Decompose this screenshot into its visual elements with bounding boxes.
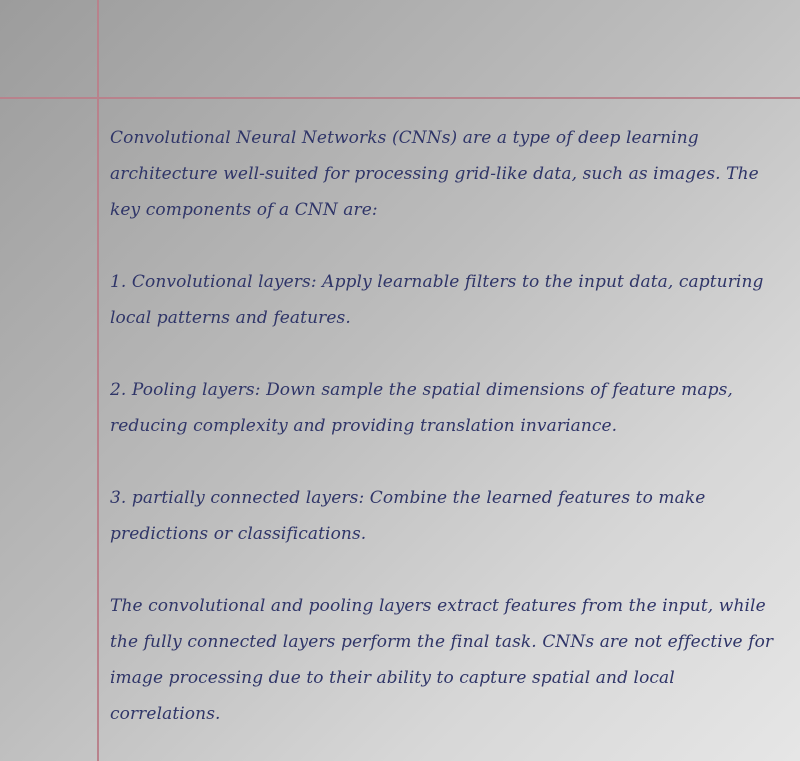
pooling-layers-item: 2. Pooling layers: Down sample the spatial dimensions of feature maps, reducing complexity and providing translation invariance. [110, 380, 733, 436]
paragraph-spacer [110, 552, 782, 588]
paragraph-spacer [110, 228, 782, 264]
intro-paragraph: Convolutional Neural Networks (CNNs) are a type of deep learning architecture well-suited for processing grid-like data, such as images. The key components of a CNN are: [110, 128, 759, 220]
connected-layers-item: 3. partially connected layers: Combine the learned features to make predictions or classifications. [110, 488, 706, 544]
convolutional-layers-item: 1. Convolutional layers: Apply learnable filters to the input data, capturing local patterns and features. [110, 272, 764, 328]
vertical-margin-line [97, 0, 99, 761]
handwritten-note [110, 120, 782, 732]
paragraph-spacer [110, 336, 782, 372]
paragraph-spacer [110, 444, 782, 480]
conclusion-paragraph: The convolutional and pooling layers extract features from the input, while the fully connected layers perform the final task. CNNs are not effective for image processing due to their ability to capture spatial and local correlations. [110, 596, 774, 724]
horizontal-margin-line [0, 97, 800, 99]
